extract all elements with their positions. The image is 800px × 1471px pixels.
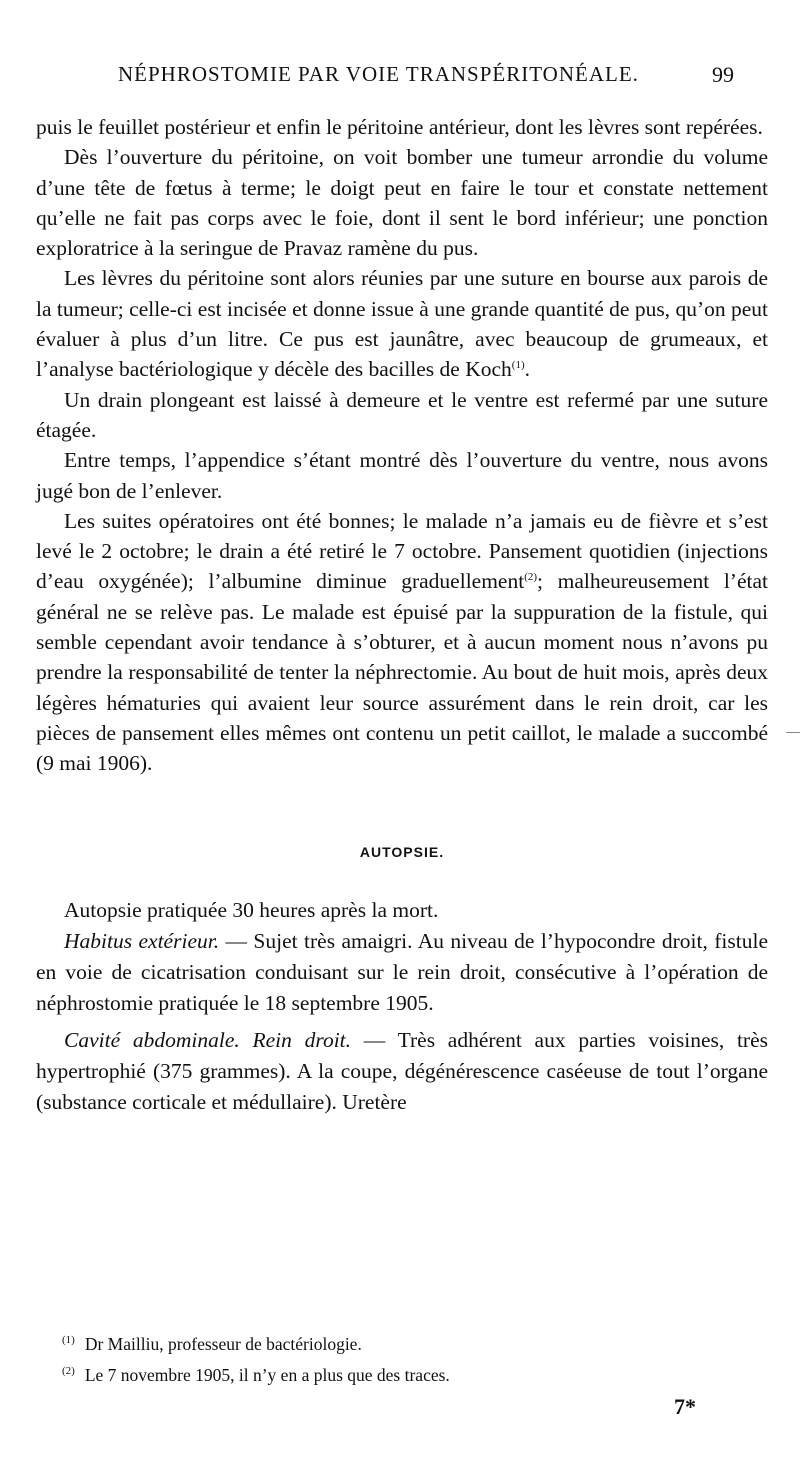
paragraph-text: ; malheureusement l’état général ne se relève pas. Le malade est épuisé par la suppuration de la fistule, qui semble cependant avoir tendance à s’obturer, et à aucun moment nous n’avons pu prendre la responsabilité de tenter la néphrectomie. Au bout de huit mois, après deux légères hématuries qui avaient leur source assurément dans le rein droit, car les pièces de pansement elles mêmes ont contenu un petit caillot, le malade a succombé (9 mai 1906).	[36, 569, 768, 776]
footnote-text: Dr Mailliu, professeur de bactériologie.	[84, 1333, 362, 1354]
footnote	[62, 1358, 762, 1389]
section-heading: AUTOPSIE.	[359, 843, 445, 860]
paragraph: Entre temps, l’appendice s’étant montré dès l’ouverture du ventre, nous avons jugé bon de l’enlever.	[36, 448, 768, 503]
autopsy-intro: Autopsie pratiquée 30 heures après la mort.	[64, 897, 439, 922]
footnote	[62, 1327, 762, 1358]
footnotes	[62, 1327, 762, 1389]
running-head	[0, 62, 800, 102]
paragraph	[36, 506, 768, 779]
paragraph: Dès l’ouverture du péritoine, on voit bomber une tumeur arrondie du volume d’une tête de fœtus à terme; le doigt peut en faire le tour et constate nettement qu’elle ne fait pas corps avec le foie, dont il sent le bord inférieur; une ponction exploratrice à la seringue de Pravaz ramène du pus.	[36, 145, 768, 261]
paragraph: Un drain plongeant est laissé à demeure et le ventre est refermé par une suture étagée.	[36, 387, 768, 442]
cavite-paragraph	[36, 1025, 768, 1118]
paragraph-text: Les lèvres du péritoine sont alors réunies par une suture en bourse aux parois de la tumeur; celle-ci est incisée et donne issue à une grande quantité de pus, qu’on peut évaluer à plus d’un litre. Ce pus est jaunâtre, avec beaucoup de grumeaux, et l’analyse bactériologique y décèle des bacilles de Koch	[36, 266, 768, 382]
cavite-text: — Très adhérent aux parties voisines, très hypertrophié (375 grammes). A la coupe, dégénérescence caséeuse de tout l’organe (substance corticale et médullaire). Uretère	[36, 1027, 769, 1114]
footnote-mark: (1)	[62, 1334, 75, 1346]
habitus-paragraph	[36, 926, 768, 1019]
footnote-text: Le 7 novembre 1905, il n’y en a plus que des traces.	[84, 1364, 450, 1385]
habitus-label: Habitus extérieur.	[64, 928, 220, 953]
paragraph-text: .	[524, 357, 530, 382]
paragraph: puis le feuillet postérieur et enfin le péritoine antérieur, dont les lèvres sont repérées.	[36, 115, 763, 139]
margin-mark	[786, 732, 800, 733]
body-text	[36, 112, 768, 1118]
footnote-ref: (1)	[511, 359, 525, 372]
page-number: 99	[712, 62, 734, 87]
paragraph	[36, 263, 768, 384]
autopsy-section	[36, 895, 768, 1118]
footnote-ref: (2)	[524, 571, 538, 584]
habitus-text: — Sujet très amaigri. Au niveau de l’hypocondre droit, fistule en voie de cicatrisation conduisant sur le rein droit, consécutive à l’opération de néphrostomie pratiquée le 18 septembre 1905.	[36, 928, 768, 1015]
signature-mark: 7*	[674, 1394, 696, 1419]
running-title: NÉPHROSTOMIE PAR VOIE TRANSPÉRITONÉALE.	[118, 62, 639, 86]
paragraph-text: Les suites opératoires ont été bonnes; le malade n’a jamais eu de fièvre et s’est levé le 2 octobre; le drain a été retiré le 7 octobre. Pansement quotidien (injections d’eau oxygénée); l’albumine diminue graduellement	[36, 508, 768, 594]
cavite-label: Cavité abdominale. Rein droit.	[64, 1027, 352, 1052]
footnote-mark: (2)	[62, 1364, 75, 1377]
